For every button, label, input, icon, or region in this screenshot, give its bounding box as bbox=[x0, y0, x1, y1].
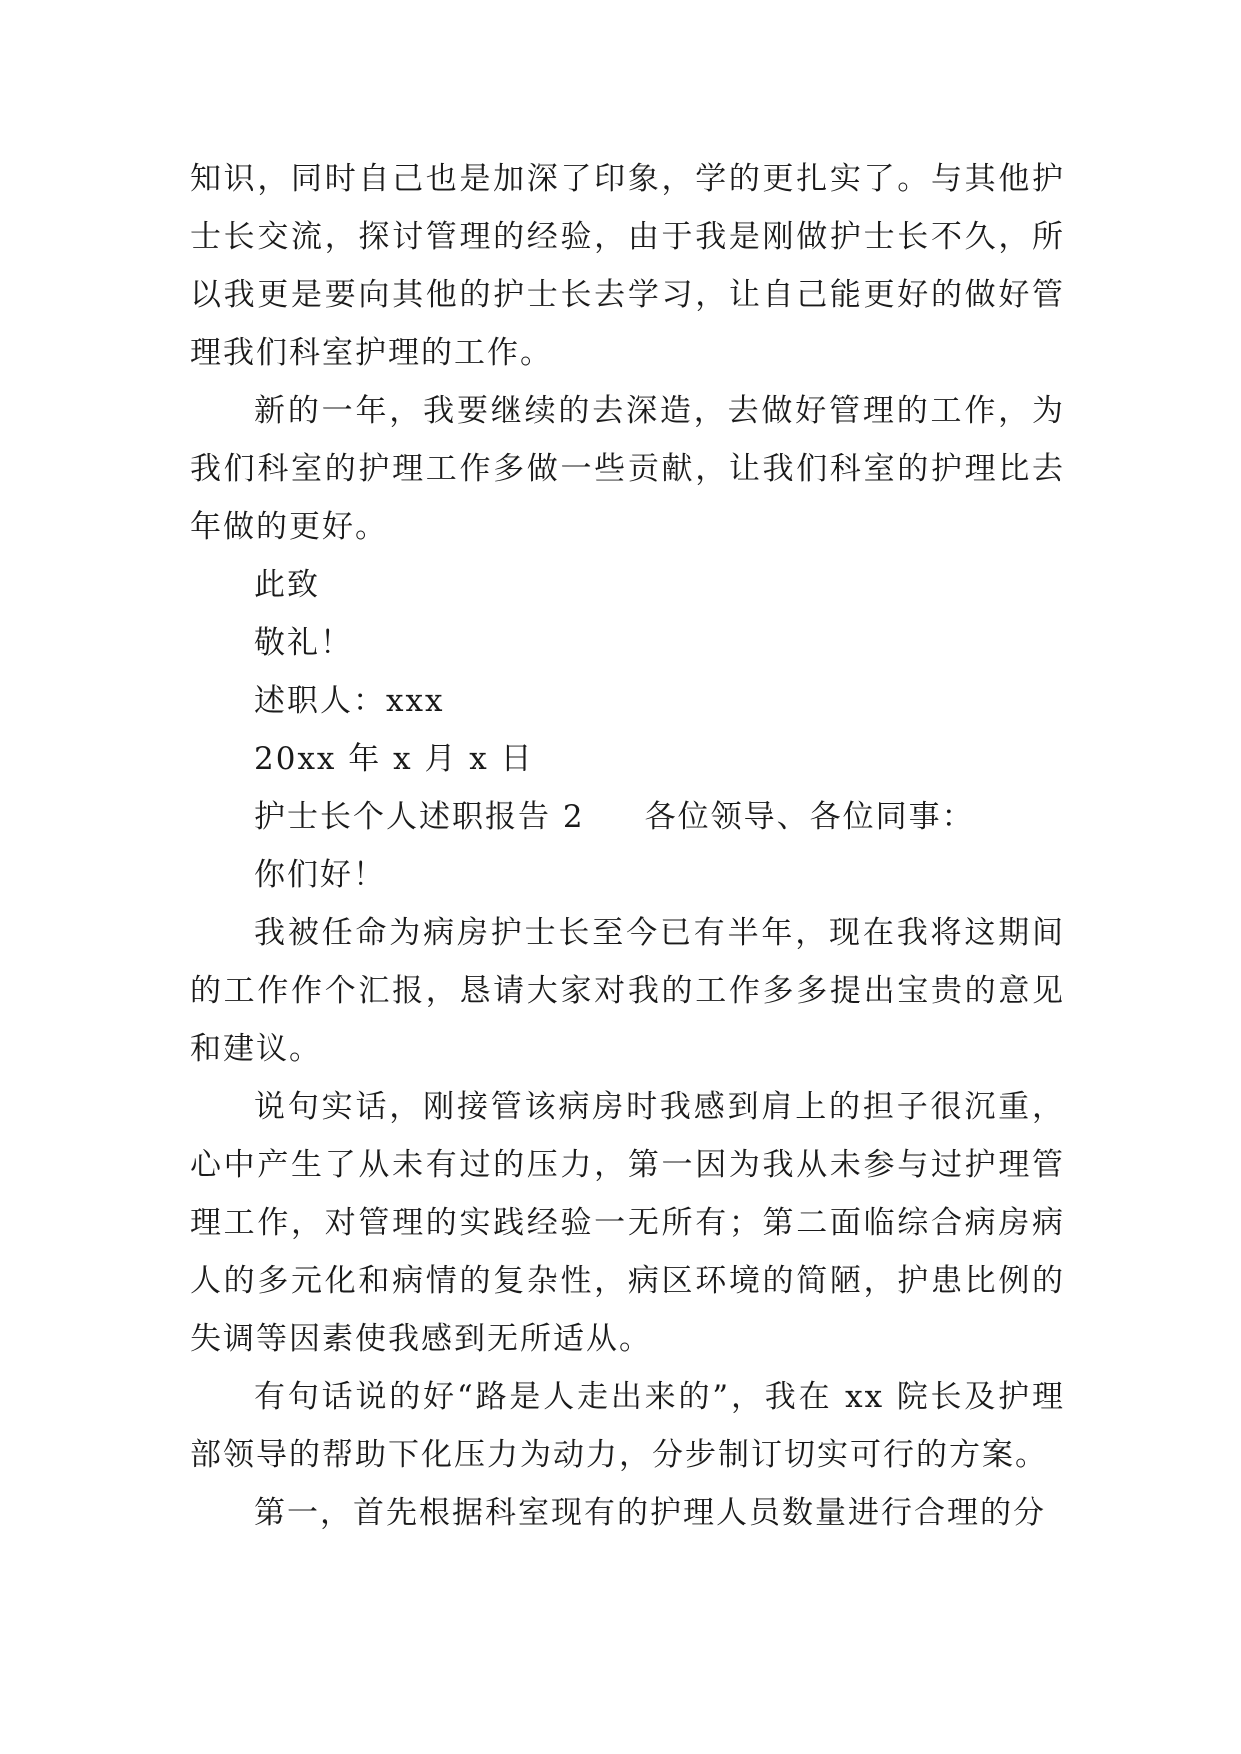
salutation: 各位领导、各位同事： bbox=[644, 799, 975, 835]
paragraph-appointment: 我被任命为病房护士长至今已有半年，现在我将这期间的工作作个汇报，恳请大家对我的工作多多提出宝贵的意见和建议。 bbox=[190, 915, 1065, 1067]
paragraph-new-year: 新的一年，我要继续的去深造，去做好管理的工作，为我们科室的护理工作多做一些贡献，让我们科室的护理比去年做的更好。 bbox=[190, 393, 1065, 545]
date-line: 20xx 年 x 月 x 日 bbox=[254, 741, 534, 777]
paragraph-saying: 有句话说的好“路是人走出来的”，我在 xx 院长及护理部领导的帮助下化压力为动力，分步制订切实可行的方案。 bbox=[190, 1379, 1065, 1473]
document-body bbox=[190, 150, 1065, 1542]
closing-line-1: 此致 bbox=[254, 567, 320, 603]
report-heading-line bbox=[190, 788, 1065, 846]
paragraph-continuation: 知识，同时自己也是加深了印象，学的更扎实了。与其他护士长交流，探讨管理的经验，由于我是刚做护士长不久，所以我更是要向其他的护士长去学习，让自己能更好的做好管理我们科室护理的工作。 bbox=[190, 161, 1065, 371]
paragraph-first-step: 第一，首先根据科室现有的护理人员数量进行合理的分 bbox=[254, 1495, 1046, 1531]
paragraph-honest-words: 说句实话，刚接管该病房时我感到肩上的担子很沉重，心中产生了从未有过的压力，第一因为我从未参与过护理管理工作，对管理的实践经验一无所有；第二面临综合病房病人的多元化和病情的复杂性，病区环境的简陋，护患比例的失调等因素使我感到无所适从。 bbox=[190, 1089, 1065, 1357]
signer-line: 述职人：xxx bbox=[254, 683, 445, 719]
report-title: 护士长个人述职报告 2 bbox=[254, 799, 585, 835]
greeting-line: 你们好！ bbox=[254, 857, 386, 893]
closing-line-2: 敬礼！ bbox=[254, 625, 353, 661]
